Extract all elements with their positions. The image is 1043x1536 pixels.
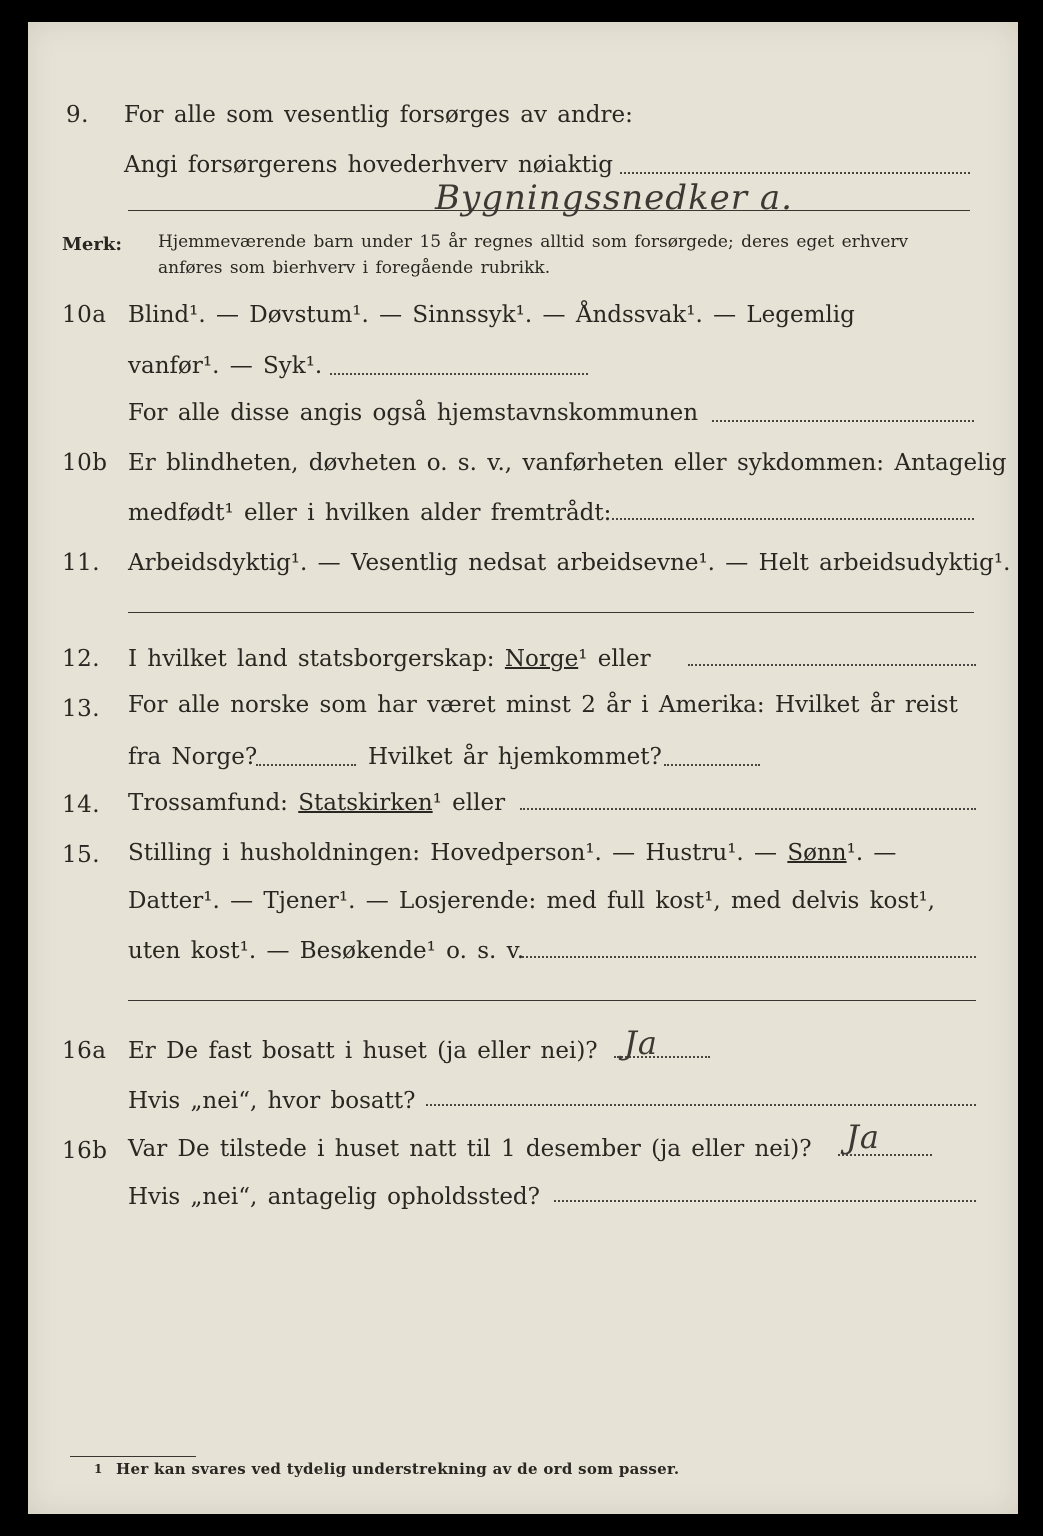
q12-text-end: ¹ eller — [578, 646, 651, 672]
q14-line — [128, 790, 505, 816]
q14-underlined-answer: Statskirken — [298, 790, 433, 816]
q10a-dotted-line — [330, 373, 588, 375]
q15-line1-end: ¹. — — [846, 840, 897, 866]
q14-text-end: ¹ eller — [432, 790, 506, 816]
q16b-line2: Hvis „nei“, antagelig opholdssted? — [128, 1184, 540, 1210]
q10b-dotted-line — [612, 518, 974, 520]
q10a-line1: Blind¹. — Døvstum¹. — Sinnssyk¹. — Åndssvak¹. — Legemlig — [128, 302, 855, 328]
merk-line2: anføres som bierhverv i foregående rubrikk. — [158, 258, 551, 278]
footnote-separator — [70, 1456, 196, 1457]
q9-answer-line — [128, 210, 970, 211]
q15-underlined-answer: Sønn — [787, 840, 847, 866]
q9-handwritten-answer: Bygningssnedker a. — [435, 178, 793, 218]
q16a-line1: Er De fast bosatt i huset (ja eller nei)? — [128, 1038, 598, 1064]
q13-line2a: fra Norge? — [128, 744, 258, 770]
q9-line1: For alle som vesentlig forsørges av andre: — [124, 102, 633, 128]
q15-number: 15. — [62, 842, 101, 868]
q12-dotted-line — [688, 664, 976, 666]
q15-line2: Datter¹. — Tjener¹. — Losjerende: med full kost¹, med delvis kost¹, — [128, 888, 935, 914]
q13-number: 13. — [62, 696, 101, 722]
q12-line — [128, 646, 651, 672]
q13-year-left-dotted-line — [256, 764, 356, 766]
q15-dotted-line — [522, 956, 976, 958]
q10b-line1: Er blindheten, døvheten o. s. v., vanførheten eller sykdommen: Antagelig — [128, 450, 1007, 476]
q11-line1: Arbeidsdyktig¹. — Vesentlig nedsat arbeidsevne¹. — Helt arbeidsudyktig¹. — [128, 550, 1011, 576]
q12-text: I hvilket land statsborgerskap: — [128, 646, 495, 672]
q15-line1-text: Stilling i husholdningen: Hovedperson¹. — Hustru¹. — — [128, 840, 778, 866]
q16a-line2: Hvis „nei“, hvor bosatt? — [128, 1088, 416, 1114]
q16b-line1: Var De tilstede i huset natt til 1 desember (ja eller nei)? — [128, 1136, 812, 1162]
q14-dotted-line — [520, 808, 976, 810]
q12-number: 12. — [62, 646, 101, 672]
q10a-hometown-dotted-line — [712, 420, 974, 422]
q9-number: 9. — [66, 102, 89, 128]
q16a-dotted-line — [614, 1056, 710, 1058]
q14-number: 14. — [62, 792, 101, 818]
q13-line2b: Hvilket år hjemkommet? — [368, 744, 662, 770]
footnote-text: Her kan svares ved tydelig understrekning av de ord som passer. — [116, 1460, 680, 1478]
q11-answer-line — [128, 612, 974, 613]
q16a-handwritten-answer: Ja — [624, 1024, 658, 1062]
q10b-number: 10b — [62, 450, 108, 476]
q10a-number: 10a — [62, 302, 107, 328]
q16b-dotted-line — [838, 1154, 932, 1156]
merk-line1: Hjemmeværende barn under 15 år regnes alltid som forsørgede; deres eget erhverv — [158, 232, 909, 252]
q9-dotted-line — [620, 172, 970, 174]
q13-year-returned-dotted-line — [664, 764, 760, 766]
merk-label: Merk: — [62, 234, 122, 255]
q15-line3: uten kost¹. — Besøkende¹ o. s. v. — [128, 938, 525, 964]
q12-underlined-answer: Norge — [504, 646, 579, 672]
q11-number: 11. — [62, 550, 101, 576]
q16b-number: 16b — [62, 1138, 108, 1164]
footnote-mark: 1 — [94, 1462, 103, 1476]
q13-line1: For alle norske som har været minst 2 år i Amerika: Hvilket år reist — [128, 692, 958, 718]
q16b-handwritten-answer: Ja — [846, 1118, 880, 1156]
q10b-line2: medfødt¹ eller i hvilken alder fremtrådt: — [128, 500, 612, 526]
q16a-number: 16a — [62, 1038, 107, 1064]
q10a-line2: vanfør¹. — Syk¹. — [128, 353, 323, 379]
q10a-line3: For alle disse angis også hjemstavnskommunen — [128, 400, 699, 426]
q14-text: Trossamfund: — [128, 790, 288, 816]
q16a-residence-dotted-line — [426, 1104, 976, 1106]
q15-answer-line — [128, 1000, 976, 1001]
q9-line2: Angi forsørgerens hovederhverv nøiaktig — [124, 152, 613, 178]
q16b-whereabouts-dotted-line — [554, 1200, 976, 1202]
q15-line1 — [128, 840, 896, 866]
